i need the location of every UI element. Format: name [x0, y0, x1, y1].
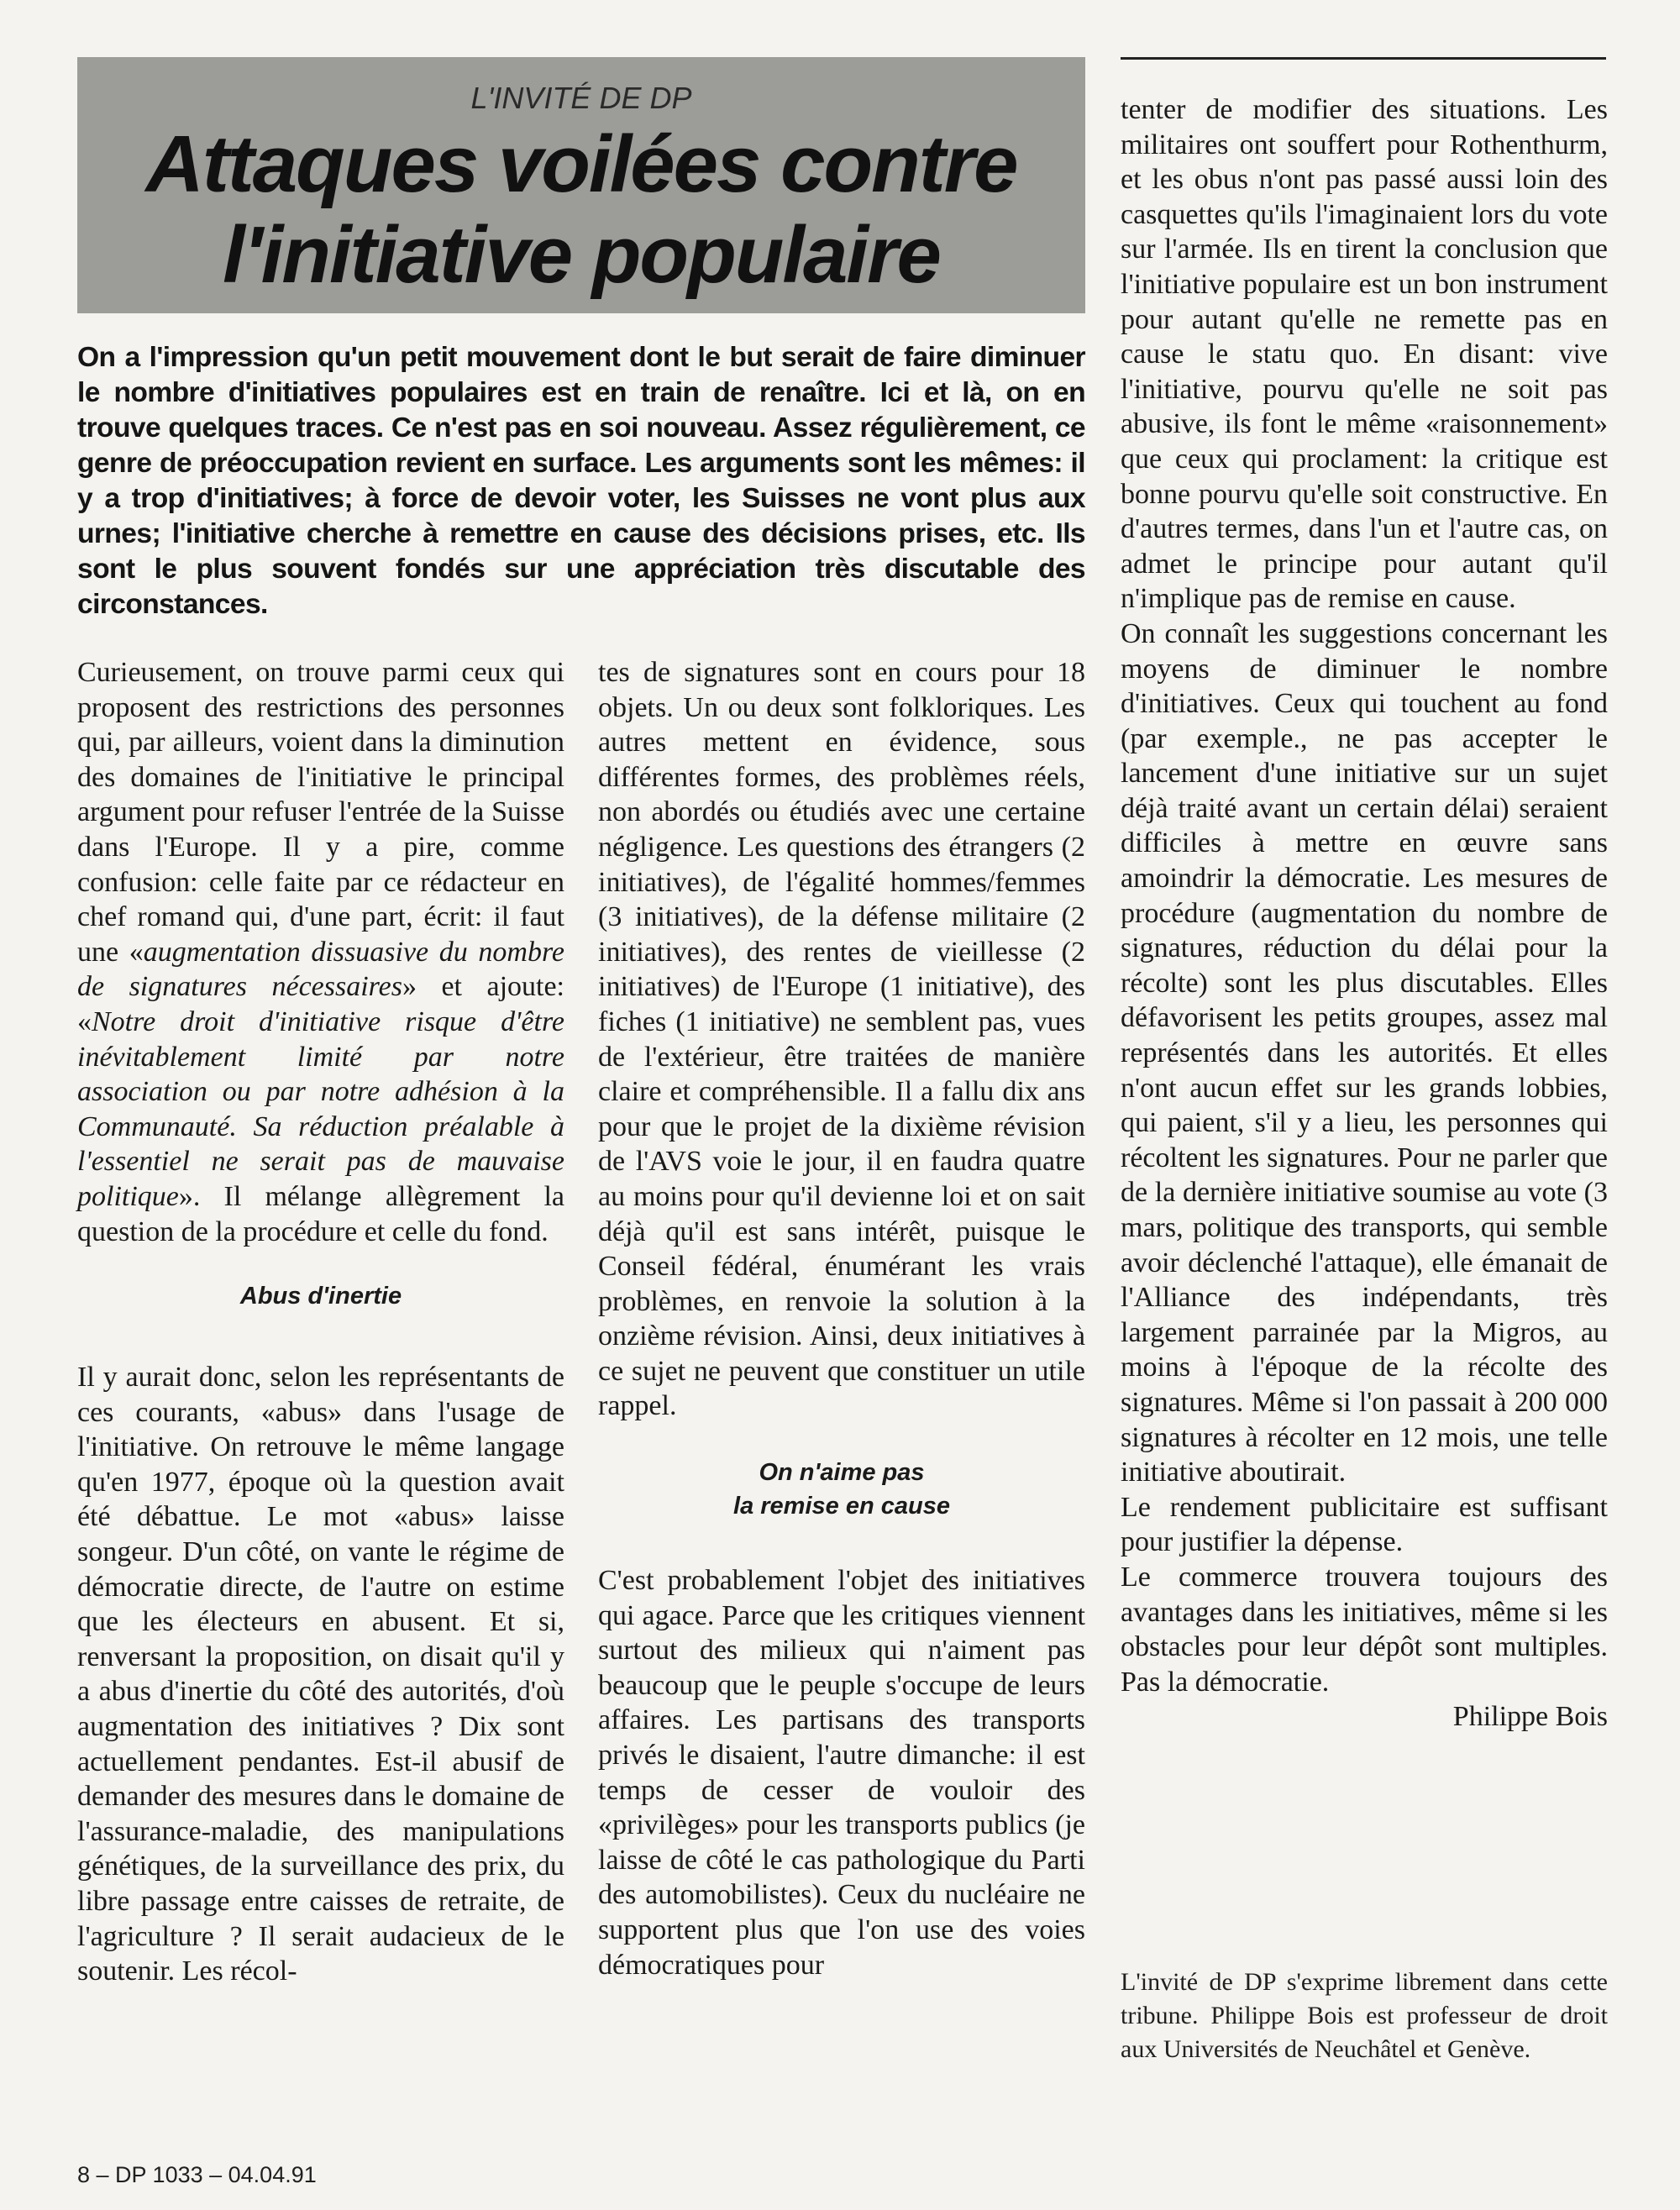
subheading-line-2: la remise en cause	[733, 1493, 950, 1520]
paragraph: Le commerce trouvera toujours des avantages dans les initiatives, même si les obstacles pour leur dépôt sont multiples. Pas la démocratie.	[1121, 1561, 1608, 1698]
subheading-line-1: On n'aime pas	[759, 1459, 925, 1487]
quote: Notre droit d'initiative risque d'être inévitablement limité par notre association ou par notre adhésion à la Communauté. Sa réduction préalable à l'essentiel ne serait pas de mauvaise politique	[77, 1005, 564, 1212]
lead-paragraph: On a l'impression qu'un petit mouvement dont le but serait de faire diminuer le nombre d'initiatives populaires est en train de renaître. Ici et là, on en trouve quelques traces. Ce n'est pas en soi nouveau. Assez régulièrement, ce genre de préoccupation revient en surface. Les arguments sont les mêmes: il y a trop d'initiatives; à force de devoir voter, les Suisses ne vont plus aux urnes; l'initiative cherche à remettre en cause des décisions prises, etc. Ils sont le plus souvent fondés sur une appréciation très discutable des circonstances.	[77, 342, 1085, 620]
headline-line-2: l'initiative populaire	[223, 210, 940, 300]
quote: augmentation dissuasive du nombre de signatures nécessaires	[77, 936, 564, 1003]
headline-line-1: Attaques voilées contre	[145, 119, 1017, 209]
paragraph: Le rendement publicitaire est suffisant pour justifier la dépense.	[1121, 1491, 1608, 1558]
column-2	[598, 655, 1085, 1982]
paragraph: tes de signatures sont en cours pour 18 objets. Un ou deux sont folkloriques. Les autres mettent en évidence, sous différentes formes, des problèmes réels, non abordés ou étudiés avec une certaine négligence. Les questions des étrangers (2 initiatives), de l'égalité hommes/femmes (3 initiatives), de la défense militaire (2 initiatives), des rentes de vieillesse (2 initiatives) de l'Europe (1 initiative), des fiches (1 initiative) ne semblent pas, vues de l'extérieur, être traitées de manière claire et compréhensible. Il a fallu dix ans pour que le projet de la dixième révision de l'AVS voie le jour, il en faudra quatre au moins pour qu'il devienne loi et on sait déjà qu'il est sans intérêt, puisque le Conseil fédéral, énumérant les vrais problèmes, en renvoie la solution à la onzième révision. Ainsi, deux initiatives à ce sujet ne peuvent que constituer un utile rappel.	[598, 657, 1085, 1422]
title-banner	[77, 57, 1085, 313]
paragraph: tenter de modifier des situations. Les militaires ont souffert pour Rothenthurm, et les obus n'ont pas passé aussi loin des casquettes qu'ils l'imaginaient lors du vote sur l'armée. Ils en tirent la conclusion que l'initiative populaire est un bon instrument pour autant qu'elle ne remette pas en cause le statu quo. En disant: vive l'initiative, pourvu qu'elle ne soit pas abusive, ils font le même «raisonnement» que ceux qui proclament: la critique est bonne pourvu qu'elle soit constructive. En d'autres termes, dans l'un et l'autre cas, on admet le principe pour autant qu'il n'implique pas de remise en cause.	[1121, 94, 1608, 615]
column-3	[1121, 92, 1608, 1735]
paragraph: C'est probablement l'objet des initiatives qui agace. Parce que les critiques viennent surtout des milieux qui n'aiment pas beaucoup que le peuple s'occupe de leurs affaires. Les partisans des transports privés le disaient, l'autre dimanche: il est temps de cesser de vouloir des «privilèges» pour les transports publics (je laisse de côté le cas pathologique du Parti des automobilistes). Ceux du nucléaire ne supportent plus que l'on use des voies démocratiques pour	[598, 1565, 1085, 1981]
page-footer: 8 – DP 1033 – 04.04.91	[77, 2162, 317, 2187]
column-rule	[1121, 57, 1606, 60]
paragraph: Il y aurait donc, selon les représentants de ces courants, «abus» dans l'usage de l'initiative. On retrouve le même langage qu'en 1977, époque où la question avait été débattue. Le mot «abus» laisse songeur. D'un côté, on vante le régime de démocratie directe, de l'autre on estime que les électeurs en abusent. Et si, renversant la proposition, on disait qu'il y a abus d'inertie du côté des autorités, d'où augmentation des initiatives ? Dix sont actuellement pendantes. Est-il abusif de demander des mesures dans le domaine de l'assurance-maladie, des manipulations génétiques, de la surveillance des prix, du libre passage entre caisses de retraite, de l'agriculture ? Il serait audacieux de le soutenir. Les récol-	[77, 1362, 564, 1987]
author-signature: Philippe Bois	[1452, 1701, 1608, 1733]
author-note: L'invité de DP s'exprime librement dans cette tribune. Philippe Bois est professeur de droit aux Universités de Neuchâtel et Genève.	[1121, 1968, 1608, 2063]
paragraph: On connaît les suggestions concernant les moyens de diminuer le nombre d'initiatives. Ceux qui touchent au fond (par exemple., ne pas accepter le lancement d'une initiative sur un sujet déjà traité avant un certain délai) seraient difficiles à mettre en œuvre sans amoindrir la démocratie. Les mesures de procédure (augmentation du nombre de signatures, réduction du délai pour la récolte) sont les plus discutables. Elles défavorisent les petits groupes, assez mal représentés dans les autorités. Et elles n'ont aucun effet sur les grands lobbies, qui paient, s'il y a lieu, les personnes qui récoltent les signatures. Pour ne parler que de la dernière initiative soumise au vote (3 mars, politique des transports, qui semble avoir déclenché l'attaque), elle émanait de l'Alliance des indépendants, très largement parrainée par la Migros, au moins à l'époque de la récolte des signatures. Même si l'on passait à 200 000 signatures à récolter en 12 mois, une telle initiative aboutirait.	[1121, 617, 1608, 1488]
paragraph: Curieusement, on trouve parmi ceux qui proposent des restrictions des personnes qui, par ailleurs, voient dans la diminution des domaines de l'initiative le principal argument pour refuser l'entrée de la Suisse dans l'Europe. Il y a pire, comme confusion: celle faite par ce rédacteur en chef romand qui, d'une part, écrit: il faut une «augmentation dissuasive du nombre de signatures nécessaires» et ajoute: «Notre droit d'initiative risque d'être inévitablement limité par notre association ou par notre adhésion à la Communauté. Sa réduction préalable à l'essentiel ne serait pas de mauvaise politique». Il mélange allègrement la question de la procédure et celle du fond.	[77, 657, 565, 1247]
column-1	[77, 655, 564, 1989]
subheading: Abus d'inertie	[239, 1283, 402, 1310]
rubric: L'INVITÉ DE DP	[470, 81, 692, 115]
